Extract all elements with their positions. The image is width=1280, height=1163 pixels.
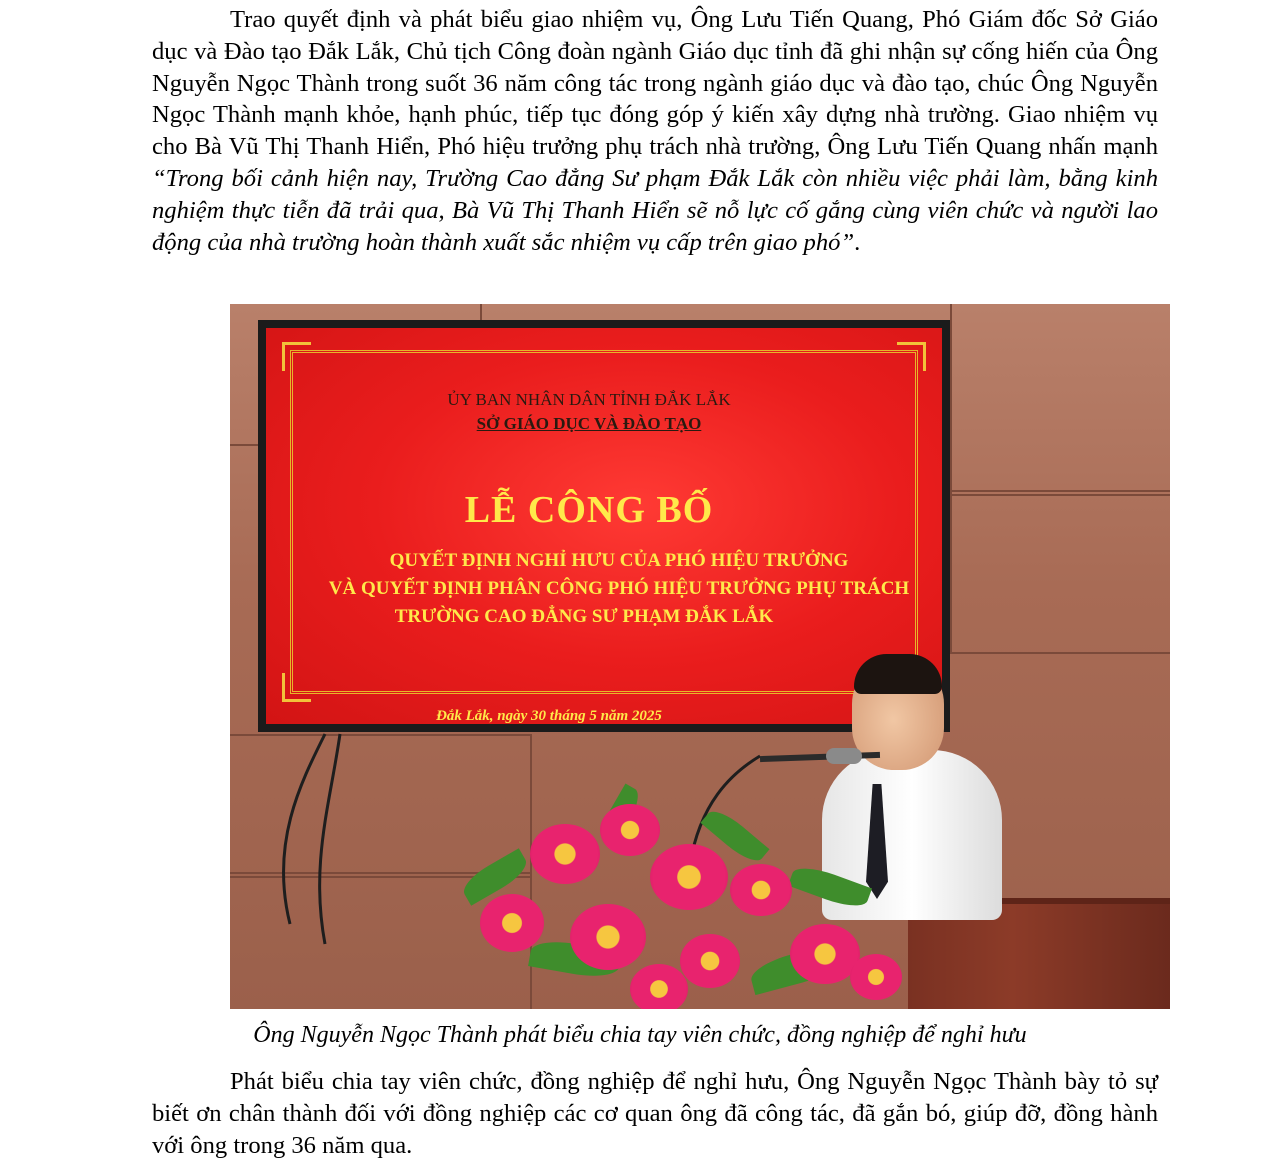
- slide-subtitle-3: TRƯỜNG CAO ĐẲNG SƯ PHẠM ĐẮK LẮK: [394, 606, 774, 627]
- slide-date: Đắk Lắk, ngày 30 tháng 5 năm 2025: [436, 708, 662, 724]
- lotus-flower: [630, 964, 688, 1009]
- paragraph-2-text: Phát biểu chia tay viên chức, đồng nghiệp để nghỉ hưu, Ông Nguyễn Ngọc Thành bày tỏ sự biết ơn chân thành đối với đồng nghiệp các cơ quan ông đã công tác, đã gắn bó, giúp đỡ, đồng hành với ông trong 36 năm qua.: [152, 1068, 1158, 1159]
- lotus-flower: [680, 934, 740, 988]
- paragraph-1-quote: “Trong bối cảnh hiện nay, Trường Cao đẳng Sư phạm Đắk Lắk còn nhiều việc phải làm, bằng kinh nghiệm thực tiễn đã trải qua, Bà Vũ Thị Thanh Hiển sẽ nỗ lực cố gắng cùng viên chức và người lao động của nhà trường hoàn thành xuất sắc nhiệm vụ cấp trên giao phó”: [152, 164, 1158, 256]
- slide-subtitle-1: QUYẾT ĐỊNH NGHỈ HƯU CỦA PHÓ HIỆU TRƯỞNG: [389, 550, 849, 571]
- lotus-flower: [650, 844, 728, 910]
- slide-province: ỦY BAN NHÂN DÂN TỈNH ĐẮK LẮK: [447, 390, 731, 409]
- lotus-flower: [480, 894, 544, 952]
- slide-title: LỄ CÔNG BỐ: [464, 489, 714, 531]
- paragraph-2: [152, 1066, 1158, 1161]
- lotus-flower: [530, 824, 600, 884]
- slide-subtitle-2: VÀ QUYẾT ĐỊNH PHÂN CÔNG PHÓ HIỆU TRƯỞNG PHỤ TRÁCH: [328, 578, 910, 599]
- speaker-hair: [854, 654, 942, 694]
- lotus-flower: [600, 804, 660, 856]
- paragraph-1-intro: Trao quyết định và phát biểu giao nhiệm vụ, Ông Lưu Tiến Quang, Phó Giám đốc Sở Giáo dục và Đào tạo Đắk Lắk, Chủ tịch Công đoàn ngành Giáo dục tỉnh đã ghi nhận sự cống hiến của Ông Nguyễn Ngọc Thành trong suốt 36 năm công tác trong ngành giáo dục và đào tạo, chúc Ông Nguyễn Ngọc Thành mạnh khỏe, hạnh phúc, tiếp tục đóng góp ý kiến xây dựng nhà trường. Giao nhiệm vụ cho Bà Vũ Thị Thanh Hiển, Phó hiệu trưởng phụ trách nhà trường, Ông Lưu Tiến Quang nhấn mạnh: [152, 6, 1158, 161]
- photo-caption: Ông Nguyễn Ngọc Thành phát biểu chia tay viên chức, đồng nghiệp để nghỉ hưu: [253, 1022, 1027, 1048]
- microphone-icon: [826, 748, 862, 764]
- lotus-flower: [850, 954, 902, 1000]
- paragraph-1: [152, 4, 1158, 258]
- paragraph-1-end: .: [854, 228, 861, 256]
- slide-department: SỞ GIÁO DỤC VÀ ĐÀO TẠO: [476, 414, 702, 433]
- lotus-flower: [570, 904, 646, 970]
- event-photo: [230, 304, 1170, 1009]
- lotus-flower: [730, 864, 792, 916]
